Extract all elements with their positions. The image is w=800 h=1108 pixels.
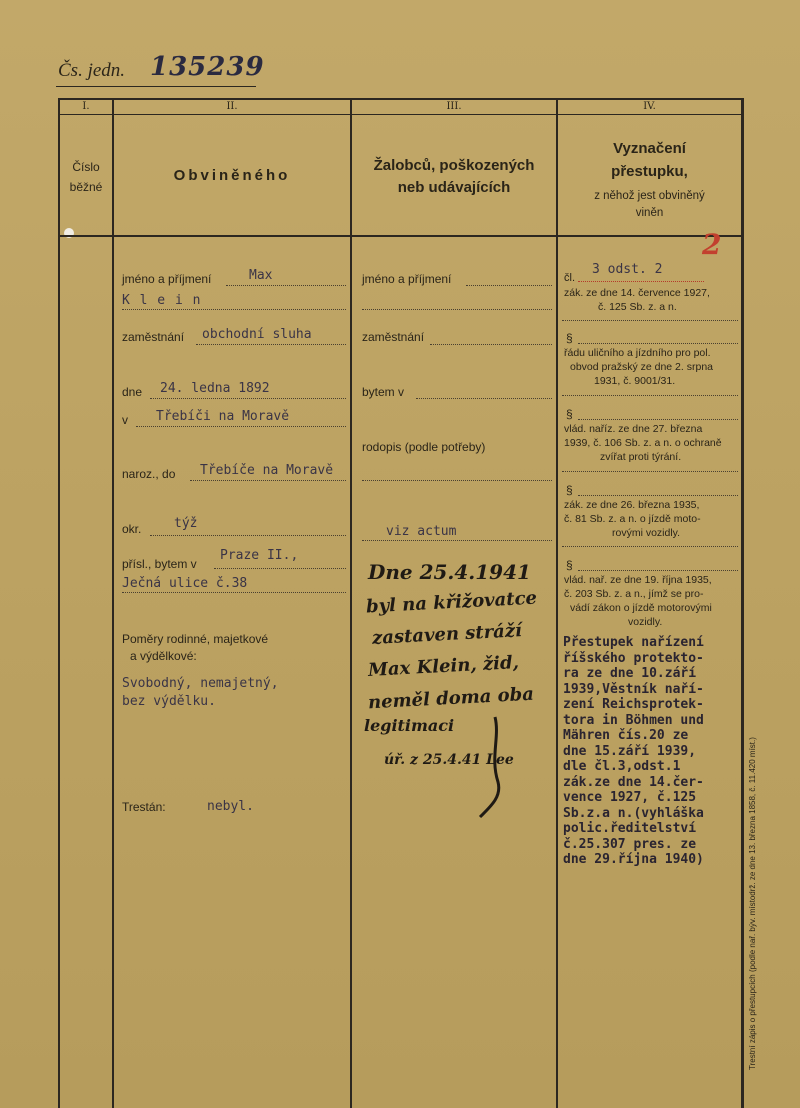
plaintiff-job-dots: [430, 344, 552, 345]
offense2-dots: [578, 343, 738, 344]
accused-job-label: zaměstnání: [122, 330, 185, 344]
accused-dob-label: dne: [122, 385, 143, 399]
col-number-3: III.: [446, 101, 462, 112]
col-divider-1: [112, 98, 114, 1108]
accused-prisl-label: přísl., bytem v: [122, 557, 197, 571]
offense5-dots: [578, 570, 738, 571]
plaintiff-addr-dots: [416, 398, 552, 399]
accused-trestan-value: nebyl.: [207, 799, 254, 814]
offense-typed-block: [563, 635, 741, 868]
handwritten-note-line1: Dne 25.4.1941: [368, 560, 531, 584]
handwritten-note-line4: Max Klein, žid,: [367, 652, 520, 681]
offense5-sign: §: [566, 558, 573, 572]
offense4-dots: [578, 495, 738, 496]
offense4-separator: [562, 546, 738, 547]
accused-name-dots: [226, 285, 346, 286]
plaintiff-rodopis-dots: [362, 480, 552, 481]
offense1-text-line2: č. 125 Sb. z. a n.: [598, 301, 677, 313]
offense-typed-line: polic.ředitelství: [563, 821, 697, 836]
accused-street-value: Ječná ulice č.38: [122, 576, 248, 591]
offense-typed-line: dne 29.října 1940): [563, 852, 704, 867]
plaintiff-viz-actum: viz actum: [386, 524, 457, 539]
table-left-border: [58, 98, 60, 1108]
accused-dob-dots: [150, 398, 346, 399]
offense5-text-line3: vádí zákon o jízdě motorovými: [570, 602, 712, 614]
table-header-bottom: [58, 235, 742, 237]
offense2-text-line2: obvod pražský ze dne 2. srpna: [570, 361, 714, 373]
offense3-dots: [578, 419, 738, 420]
accused-family-label-1: Poměry rodinné, majetkové: [122, 632, 269, 646]
offense1-separator: [562, 320, 738, 321]
accused-prisl-dots: [214, 568, 346, 569]
accused-first-name: Max: [249, 268, 273, 283]
offense5-text-line1: vlád. nař. ze dne 19. října 1935,: [564, 574, 712, 586]
offense3-text-line2: 1939, č. 106 Sb. z. a n. o ochraně: [564, 437, 722, 449]
col2-title: Obviněného: [173, 167, 291, 184]
offense-typed-line: zák.ze dne 14.čer-: [563, 774, 704, 790]
accused-family-label-2: a výdělkové:: [130, 649, 197, 663]
accused-family-value-1: Svobodný, nemajetný,: [122, 676, 279, 691]
table-num-row-border: [58, 114, 742, 115]
offense-typed-line: Přestupek nařízení: [563, 635, 704, 650]
offense5-text-line2: č. 203 Sb. z. a n., jímž se pro-: [564, 588, 704, 600]
offense4-text-line3: rovými vozidly.: [612, 527, 681, 539]
offense2-text-line3: 1931, č. 9001/31.: [594, 375, 676, 387]
offense1-text-line1: zák. ze dne 14. července 1927,: [564, 287, 710, 299]
plaintiff-job-label: zaměstnání: [362, 330, 425, 344]
accused-place-value: Třebíči na Moravě: [156, 409, 290, 424]
accused-prisl-value: Praze II.,: [220, 548, 299, 563]
cs-jedn-label: Čs. jedn.: [58, 60, 126, 81]
accused-lastname-dots: [122, 309, 346, 310]
col1-title-line2: běžné: [69, 180, 103, 194]
offense-typed-line: dne 15.září 1939,: [563, 743, 697, 759]
plaintiff-name-dots-2: [362, 309, 552, 310]
col4-title-line1: Vyznačení: [613, 140, 686, 157]
header-underline: [56, 86, 256, 87]
accused-name-label: jméno a příjmení: [122, 272, 212, 286]
offense-typed-line: Mähren čís.20 ze: [563, 728, 689, 743]
offense3-text-line3: zvířat proti týrání.: [600, 451, 682, 463]
offense3-text-line1: vlád. naříz. ze dne 27. března: [564, 423, 703, 435]
offense-typed-line: vence 1927, č.125: [563, 790, 697, 805]
accused-born-label: naroz., do: [122, 467, 176, 481]
handwritten-note-line6: legitimaci: [364, 716, 455, 735]
handwritten-note-line3: zastaven stráží: [371, 620, 523, 649]
col4-subtitle-line1: z něhož jest obviněný: [594, 190, 705, 202]
offense4-text-line1: zák. ze dne 26. března 1935,: [564, 499, 700, 511]
plaintiff-addr-label: bytem v: [362, 385, 405, 399]
offense-typed-line: Sb.z.a n.(vyhláška: [563, 805, 704, 821]
handwritten-flourish: [470, 712, 530, 822]
handwritten-note-line2: byl na křižovatce: [365, 587, 538, 618]
offense5-text-line4: vozidly.: [628, 616, 663, 628]
offense4-sign: §: [566, 483, 573, 497]
accused-job-value: obchodní sluha: [202, 327, 312, 342]
accused-place-dots: [136, 426, 346, 427]
offense2-text-line1: řádu uličního a jízdního pro pol.: [564, 347, 711, 359]
accused-place-label: v: [122, 413, 128, 427]
table-top-border: [58, 98, 742, 100]
table-right-border: [741, 98, 744, 1108]
offense-typed-line: říšského protekto-: [563, 650, 704, 666]
margin-form-title: Trestní zápis o přestupcích (podle nař. býv. místodrž. ze dne 13. března 1858, č. 11.420 míst.): [748, 737, 757, 1070]
offense-typed-line: dle čl.3,odst.1: [563, 759, 681, 774]
accused-family-value-2: bez výdělku.: [122, 694, 216, 709]
offense-typed-line: tora in Böhmen und: [563, 712, 704, 728]
cs-jedn-number: 135239: [150, 52, 265, 82]
offense1-value: 3 odst. 2: [592, 262, 663, 277]
accused-job-dots: [196, 344, 346, 345]
col1-title-line1: Číslo: [72, 160, 100, 174]
handwritten-note-line7: úř. z 25.4.41 Lee: [384, 752, 514, 768]
offense-typed-line: 1939,Věstník naří-: [563, 681, 704, 697]
accused-last-name: K l e i n: [122, 293, 202, 308]
handwritten-note-line5: neměl doma oba: [367, 683, 535, 714]
offense-typed-line: č.25.307 pres. ze: [563, 836, 697, 852]
col4-title-line2: přestupku,: [611, 163, 688, 180]
accused-born-value: Třebíče na Moravě: [200, 463, 334, 478]
offense-typed-line: ra ze dne 10.září: [563, 666, 697, 681]
col-number-2: II.: [226, 101, 238, 112]
accused-dob-value: 24. ledna 1892: [160, 381, 270, 396]
plaintiff-name-dots: [466, 285, 552, 286]
offense2-sign: §: [566, 331, 573, 345]
accused-born-dots: [190, 480, 346, 481]
accused-trestan-label: Trestán:: [122, 800, 166, 814]
offense2-separator: [562, 395, 738, 396]
offense1-handwritten-mark: 2: [702, 228, 722, 261]
col-number-1: I.: [82, 101, 90, 112]
accused-street-dots: [122, 592, 346, 593]
plaintiff-name-label: jméno a příjmení: [362, 272, 452, 286]
offense3-sign: §: [566, 407, 573, 421]
offense1-prefix: čl.: [564, 272, 575, 284]
offense1-dots: [578, 281, 704, 282]
col-divider-2: [350, 98, 352, 1108]
col-number-4: IV.: [643, 101, 656, 112]
plaintiff-viz-dots: [362, 540, 552, 541]
accused-okr-label: okr.: [122, 522, 142, 536]
col3-title-line2: neb udávajících: [397, 179, 511, 196]
offense-typed-line: zení Reichsprotek-: [563, 697, 704, 712]
col-divider-3: [556, 98, 558, 1108]
offense3-separator: [562, 471, 738, 472]
accused-okr-dots: [150, 535, 346, 536]
plaintiff-rodopis-label: rodopis (podle potřeby): [362, 440, 486, 454]
offense4-text-line2: č. 81 Sb. z. a n. o jízdě moto-: [564, 513, 701, 525]
accused-okr-value: týž: [174, 516, 198, 531]
col3-title-line1: Žalobců, poškozených: [373, 157, 535, 174]
col4-subtitle-line2: viněn: [635, 207, 664, 219]
